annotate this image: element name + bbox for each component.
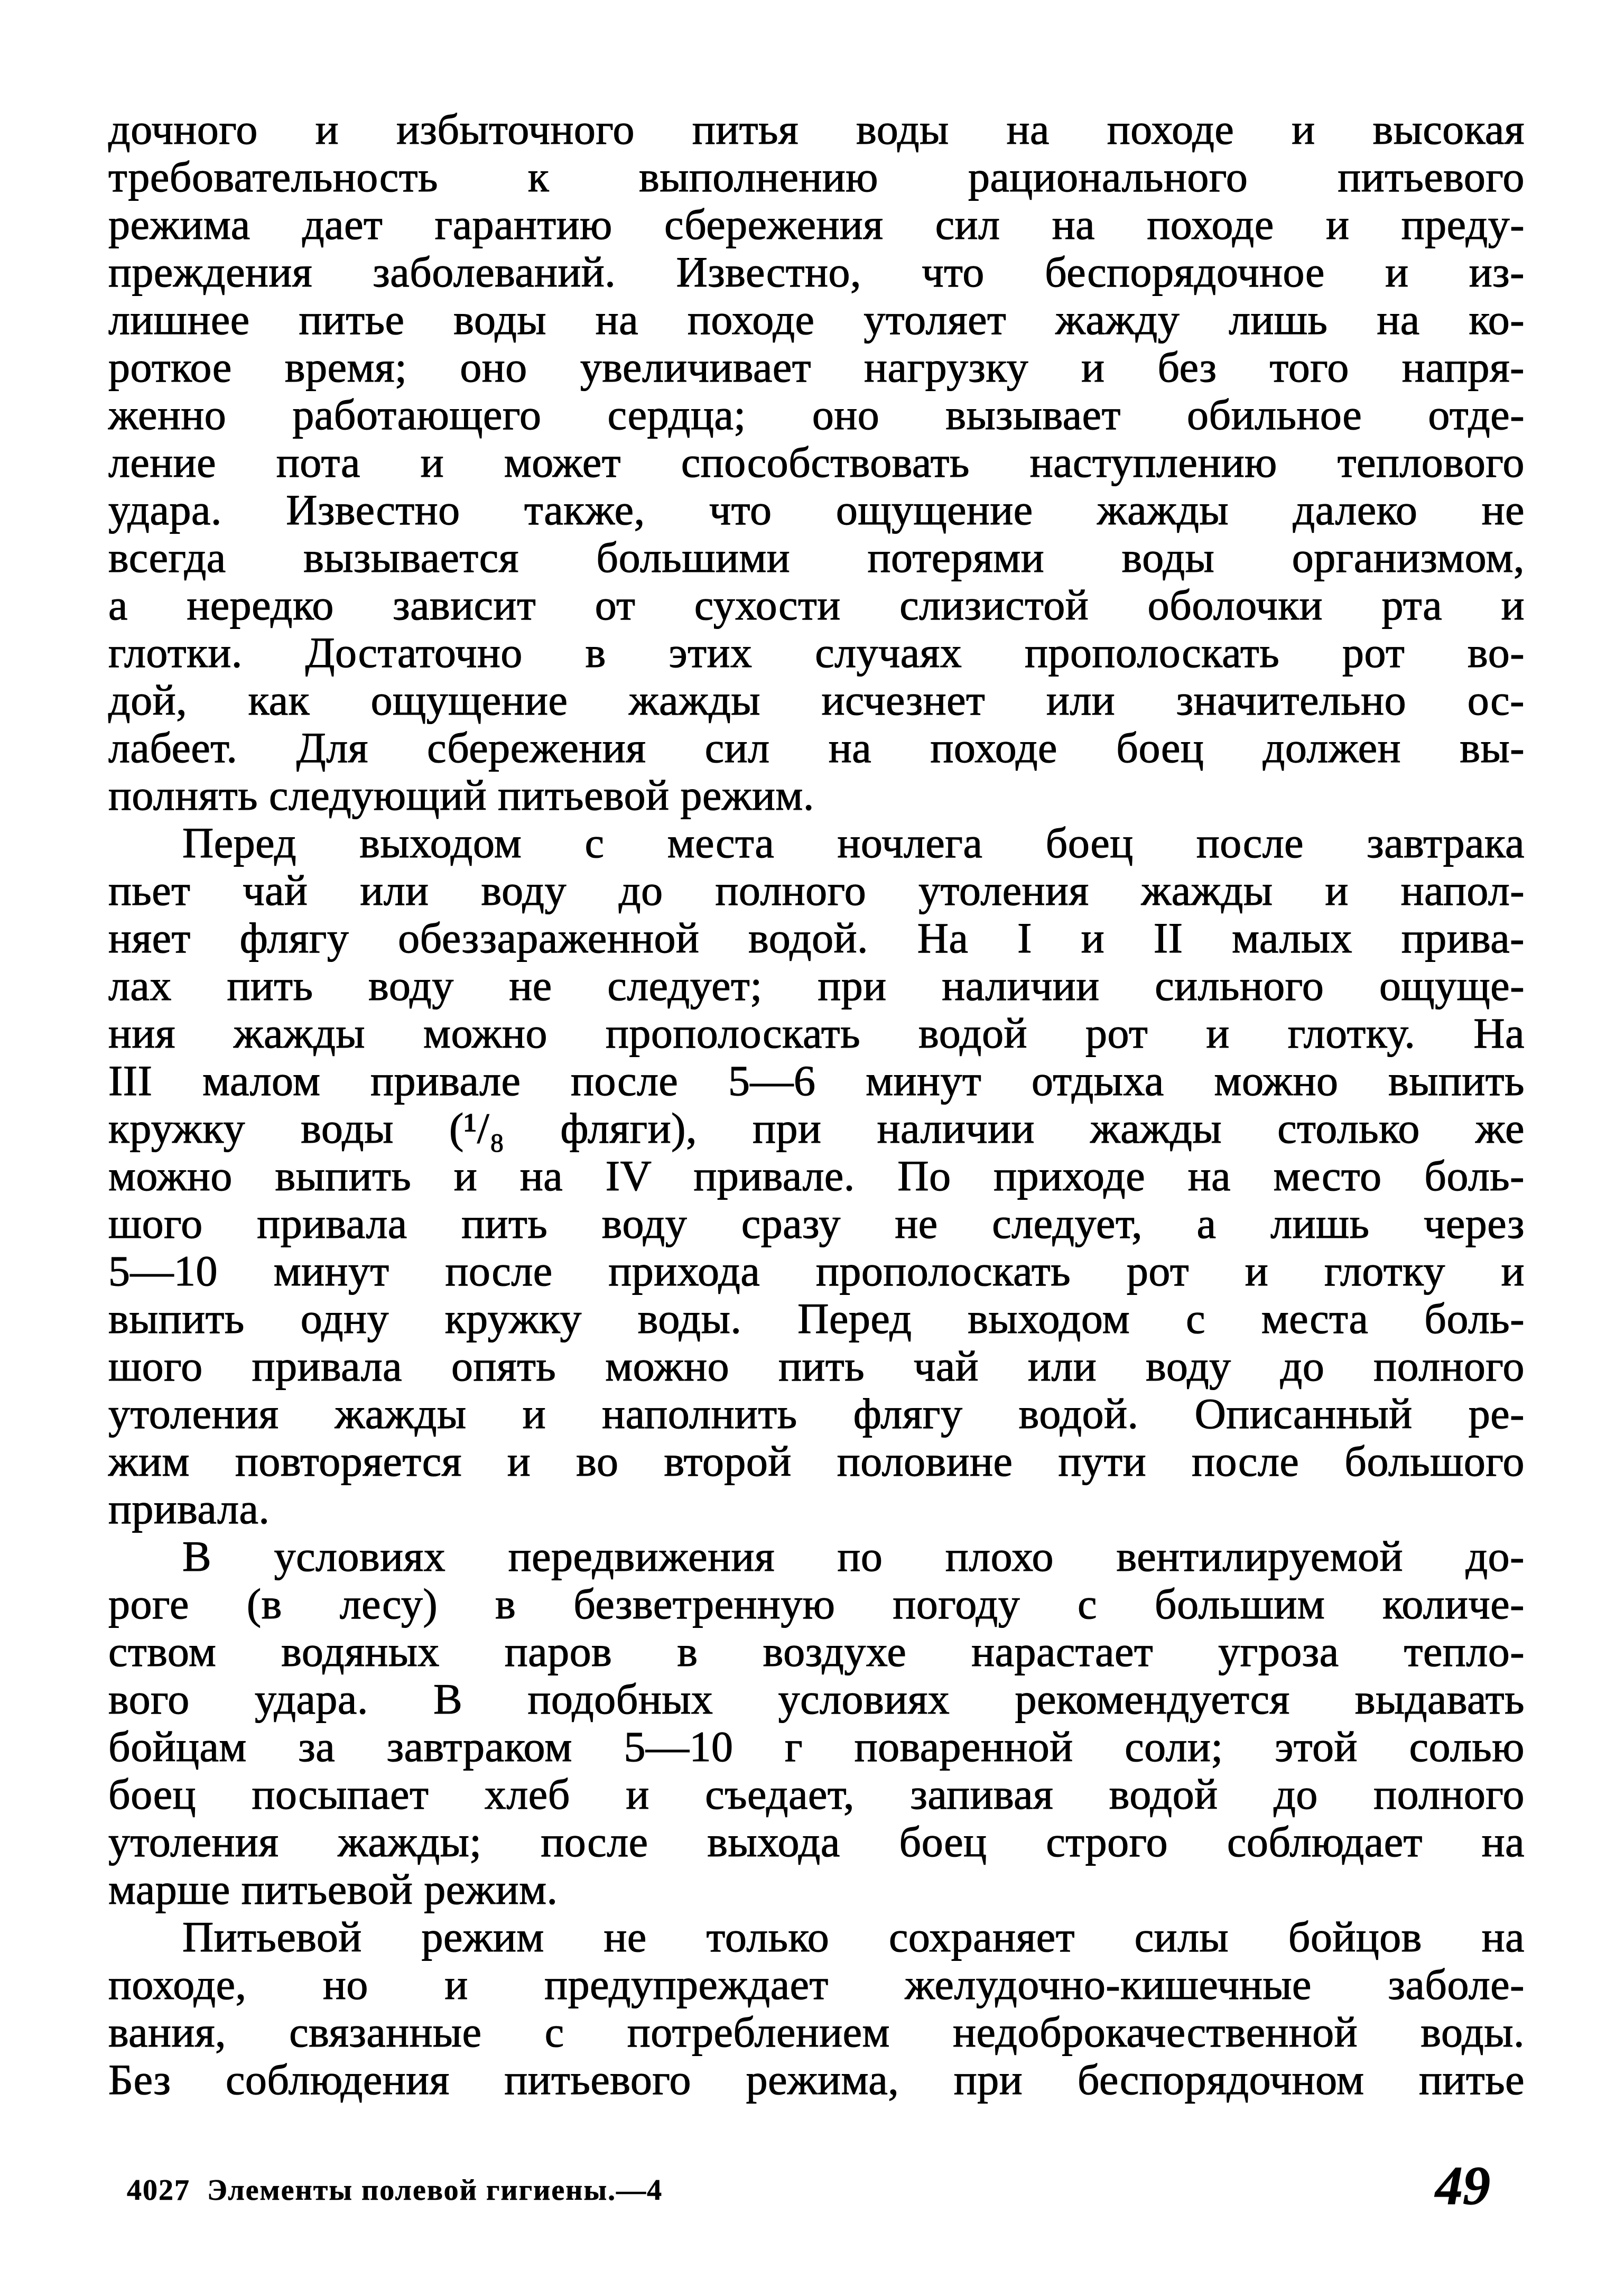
page-number: 49 bbox=[1435, 2155, 1490, 2216]
text-line: вого удара. В подобных условиях рекомендуется выдавать bbox=[108, 1675, 1525, 1723]
text-line: шого привала опять можно пить чай или воду до полного bbox=[108, 1342, 1525, 1390]
text-line: В условиях передвижения по плохо вентилируемой до- bbox=[182, 1532, 1525, 1580]
text-line: Питьевой режим не только сохраняет силы бойцов на bbox=[182, 1913, 1525, 1961]
text-line: всегда вызывается большими потерями воды организмом, bbox=[108, 533, 1525, 581]
text-line: лишнее питье воды на походе утоляет жажду лишь на ко- bbox=[108, 295, 1525, 344]
text-line: Без соблюдения питьевого режима, при беспорядочном питье bbox=[108, 2056, 1525, 2104]
text-line: шого привала пить воду сразу не следует, а лишь через bbox=[108, 1199, 1525, 1247]
text-line: требовательность к выполнению рационального питьевого bbox=[108, 153, 1525, 201]
text-line: привала. bbox=[108, 1485, 270, 1533]
text-line: утоления жажды и наполнить флягу водой. Описанный ре- bbox=[108, 1390, 1525, 1438]
text-line: выпить одну кружку воды. Перед выходом с места боль- bbox=[108, 1294, 1525, 1343]
text-line: вания, связанные с потреблением недоброкачественной воды. bbox=[108, 2008, 1525, 2056]
text-line: 5—10 минут после прихода прополоскать рот и глотку и bbox=[108, 1247, 1525, 1295]
text-line: ния жажды можно прополоскать водой рот и глотку. На bbox=[108, 1009, 1525, 1057]
text-line: бойцам за завтраком 5—10 г поваренной соли; этой солью bbox=[108, 1723, 1525, 1771]
text-line: жим повторяется и во второй половине пути после большого bbox=[108, 1437, 1525, 1485]
text-line: преждения заболеваний. Известно, что беспорядочное и из- bbox=[108, 248, 1525, 296]
text-line: ством водяных паров в воздухе нарастает угроза тепло- bbox=[108, 1627, 1525, 1675]
page-text bbox=[108, 106, 1525, 2104]
text-line: лах пить воду не следует; при наличии сильного ощуще- bbox=[108, 961, 1525, 1010]
text-line: марше питьевой режим. bbox=[108, 1865, 558, 1913]
text-line: женно работающего сердца; оно вызывает обильное отде- bbox=[108, 391, 1525, 439]
text-line: утоления жажды; после выхода боец строго соблюдает на bbox=[108, 1818, 1525, 1866]
text-line: можно выпить и на IV привале. По приходе на место боль- bbox=[108, 1152, 1525, 1200]
text-line: а нередко зависит от сухости слизистой оболочки рта и bbox=[108, 581, 1525, 629]
text-line: III малом привале после 5—6 минут отдыха можно выпить bbox=[108, 1057, 1525, 1105]
text-line: лабеет. Для сбережения сил на походе боец должен вы- bbox=[108, 724, 1525, 772]
text-line: режима дает гарантию сбережения сил на походе и преду- bbox=[108, 200, 1525, 248]
text-line: дой, как ощущение жажды исчезнет или значительно ос- bbox=[108, 676, 1525, 724]
text-line: удара. Известно также, что ощущение жажды далеко не bbox=[108, 486, 1525, 534]
text-line: роге (в лесу) в безветренную погоду с большим количе- bbox=[108, 1580, 1525, 1628]
text-line: полнять следующий питьевой режим. bbox=[108, 771, 814, 819]
text-line: няет флягу обеззараженной водой. На I и II малых прива- bbox=[108, 914, 1525, 962]
text-line: ление пота и может способствовать наступлению теплового bbox=[108, 438, 1525, 486]
text-line: кружку воды (¹/₈ фляги), при наличии жажды столько же bbox=[108, 1104, 1525, 1152]
text-line: глотки. Достаточно в этих случаях прополоскать рот во- bbox=[108, 628, 1525, 677]
text-line: пьет чай или воду до полного утоления жажды и напол- bbox=[108, 866, 1525, 914]
text-line: Перед выходом с места ночлега боец после завтрака bbox=[182, 819, 1525, 867]
text-line: походе, но и предупреждает желудочно-кишечные заболе- bbox=[108, 1960, 1525, 2008]
text-line: роткое время; оно увеличивает нагрузку и без того напря- bbox=[108, 343, 1525, 391]
text-line: дочного и избыточного питья воды на походе и высокая bbox=[108, 105, 1525, 153]
text-line: боец посыпает хлеб и съедает, запивая водой до полного bbox=[108, 1770, 1525, 1818]
print-signature: 4027 Элементы полевой гигиены.—4 bbox=[127, 2174, 663, 2207]
